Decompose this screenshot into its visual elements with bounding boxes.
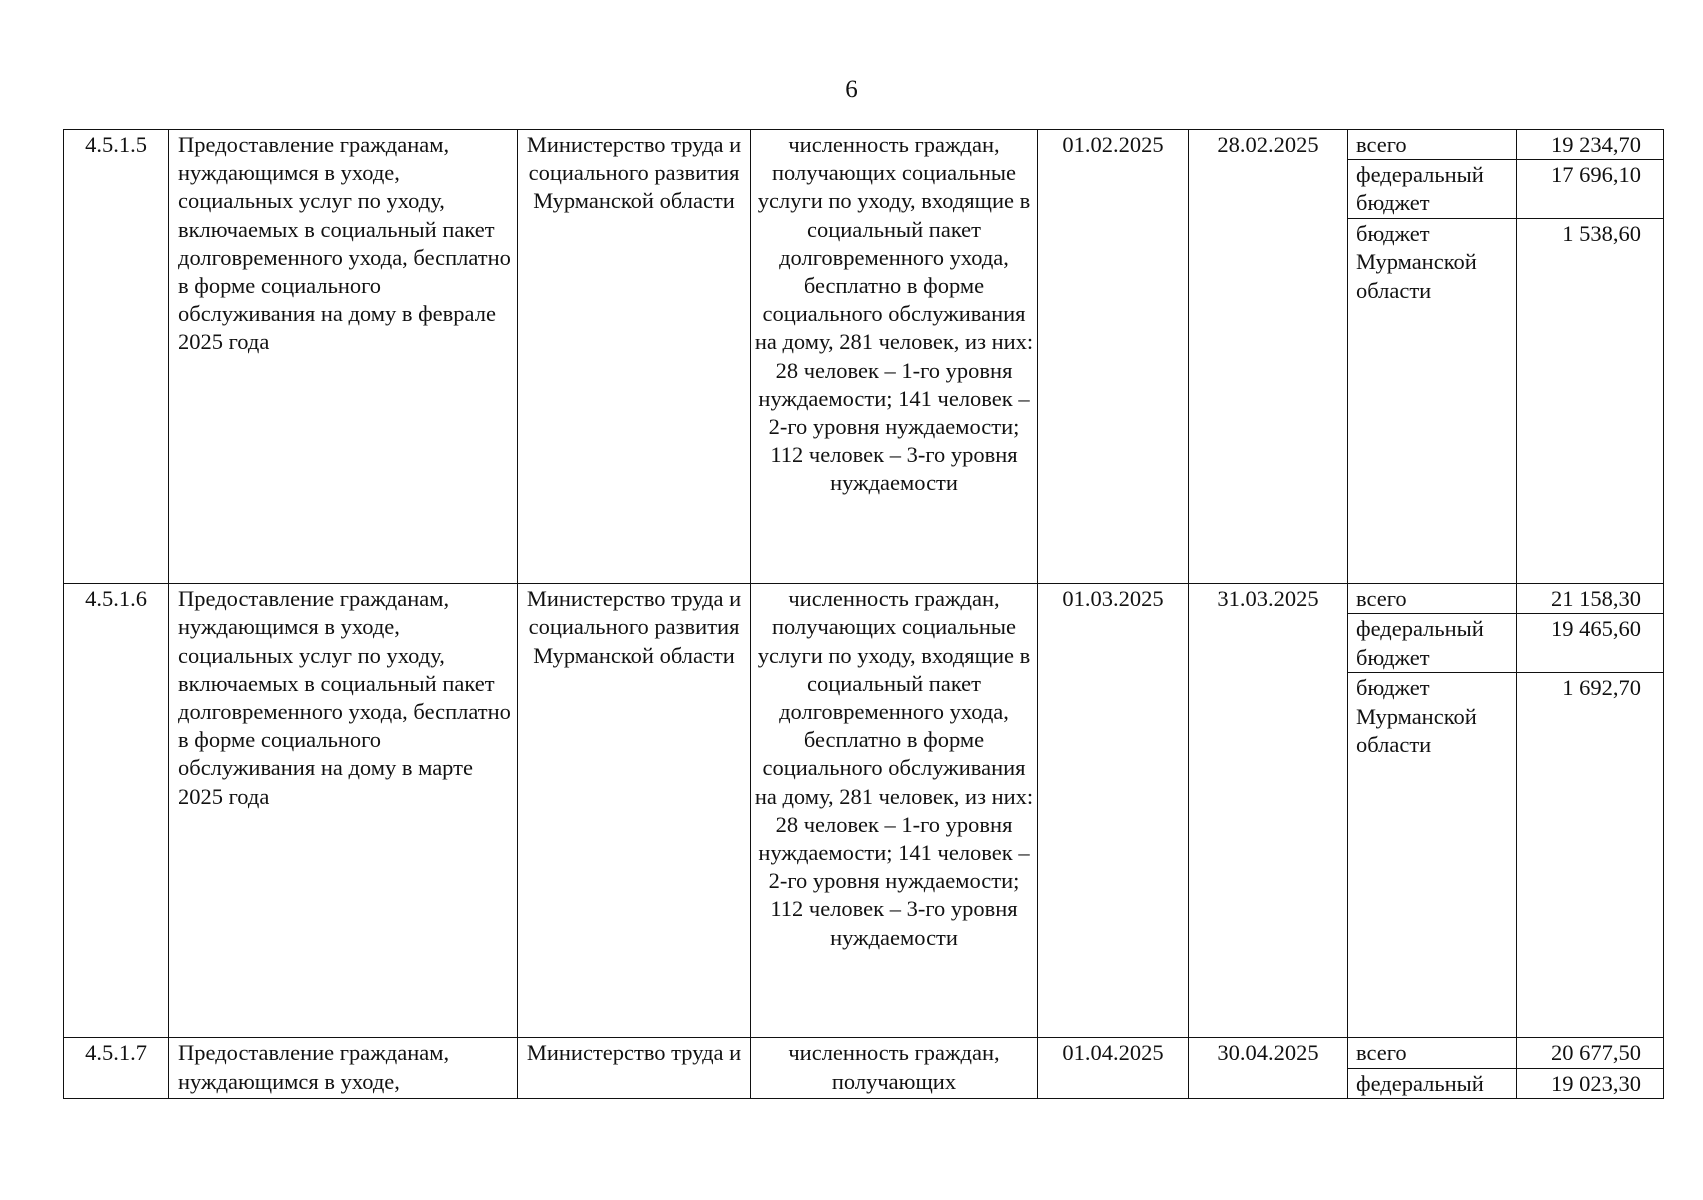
start-date: 01.02.2025 xyxy=(1038,130,1189,584)
funding-source: федеральный xyxy=(1348,1068,1517,1098)
result-indicator: численность граждан, получающих xyxy=(751,1038,1038,1098)
activity-name: Предоставление гражданам, нуждающимся в уходе, социальных услуг по уходу, включаемых в социальный пакет долговременного ухода, бесплатно в форме социального обслуживания на дому в марте 2025 года xyxy=(169,584,518,1038)
row-number: 4.5.1.7 xyxy=(64,1038,169,1098)
activities-table xyxy=(63,129,1664,1099)
row-number: 4.5.1.6 xyxy=(64,584,169,1038)
table-row xyxy=(64,130,1664,160)
funding-source: бюджет Мурманской области xyxy=(1348,673,1517,1038)
responsible-executor: Министерство труда и социального развития Мурманской области xyxy=(518,130,751,584)
funding-source: федеральный бюджет xyxy=(1348,614,1517,673)
table-row xyxy=(64,584,1664,614)
funding-amount: 1 692,70 xyxy=(1517,673,1664,1038)
result-indicator: численность граждан, получающих социальные услуги по уходу, входящие в социальный пакет долговременного ухода, бесплатно в форме социального обслуживания на дому, 281 человек, из них: 28 человек – 1-го уровня нуждаемости; 141 человек – 2-го уровня нуждаемости; 112 человек – 3-го уровня нуждаемости xyxy=(751,130,1038,584)
funding-source: всего xyxy=(1348,1038,1517,1068)
funding-source: бюджет Мурманской области xyxy=(1348,219,1517,584)
funding-source: федеральный бюджет xyxy=(1348,160,1517,219)
table-row xyxy=(64,1038,1664,1068)
funding-amount: 20 677,50 xyxy=(1517,1038,1664,1068)
row-number: 4.5.1.5 xyxy=(64,130,169,584)
funding-amount: 19 023,30 xyxy=(1517,1068,1664,1098)
funding-amount: 19 234,70 xyxy=(1517,130,1664,160)
result-indicator: численность граждан, получающих социальные услуги по уходу, входящие в социальный пакет долговременного ухода, бесплатно в форме социального обслуживания на дому, 281 человек, из них: 28 человек – 1-го уровня нуждаемости; 141 человек – 2-го уровня нуждаемости; 112 человек – 3-го уровня нуждаемости xyxy=(751,584,1038,1038)
funding-amount: 21 158,30 xyxy=(1517,584,1664,614)
funding-source: всего xyxy=(1348,130,1517,160)
end-date: 31.03.2025 xyxy=(1189,584,1348,1038)
end-date: 30.04.2025 xyxy=(1189,1038,1348,1098)
responsible-executor: Министерство труда и социального развития Мурманской области xyxy=(518,584,751,1038)
start-date: 01.03.2025 xyxy=(1038,584,1189,1038)
responsible-executor: Министерство труда и xyxy=(518,1038,751,1098)
funding-amount: 19 465,60 xyxy=(1517,614,1664,673)
activity-name: Предоставление гражданам, нуждающимся в уходе, xyxy=(169,1038,518,1098)
page-number: 6 xyxy=(845,76,858,103)
start-date: 01.04.2025 xyxy=(1038,1038,1189,1098)
end-date: 28.02.2025 xyxy=(1189,130,1348,584)
funding-amount: 17 696,10 xyxy=(1517,160,1664,219)
activity-name: Предоставление гражданам, нуждающимся в уходе, социальных услуг по уходу, включаемых в социальный пакет долговременного ухода, бесплатно в форме социального обслуживания на дому в феврале 2025 года xyxy=(169,130,518,584)
funding-source: всего xyxy=(1348,584,1517,614)
funding-amount: 1 538,60 xyxy=(1517,219,1664,584)
